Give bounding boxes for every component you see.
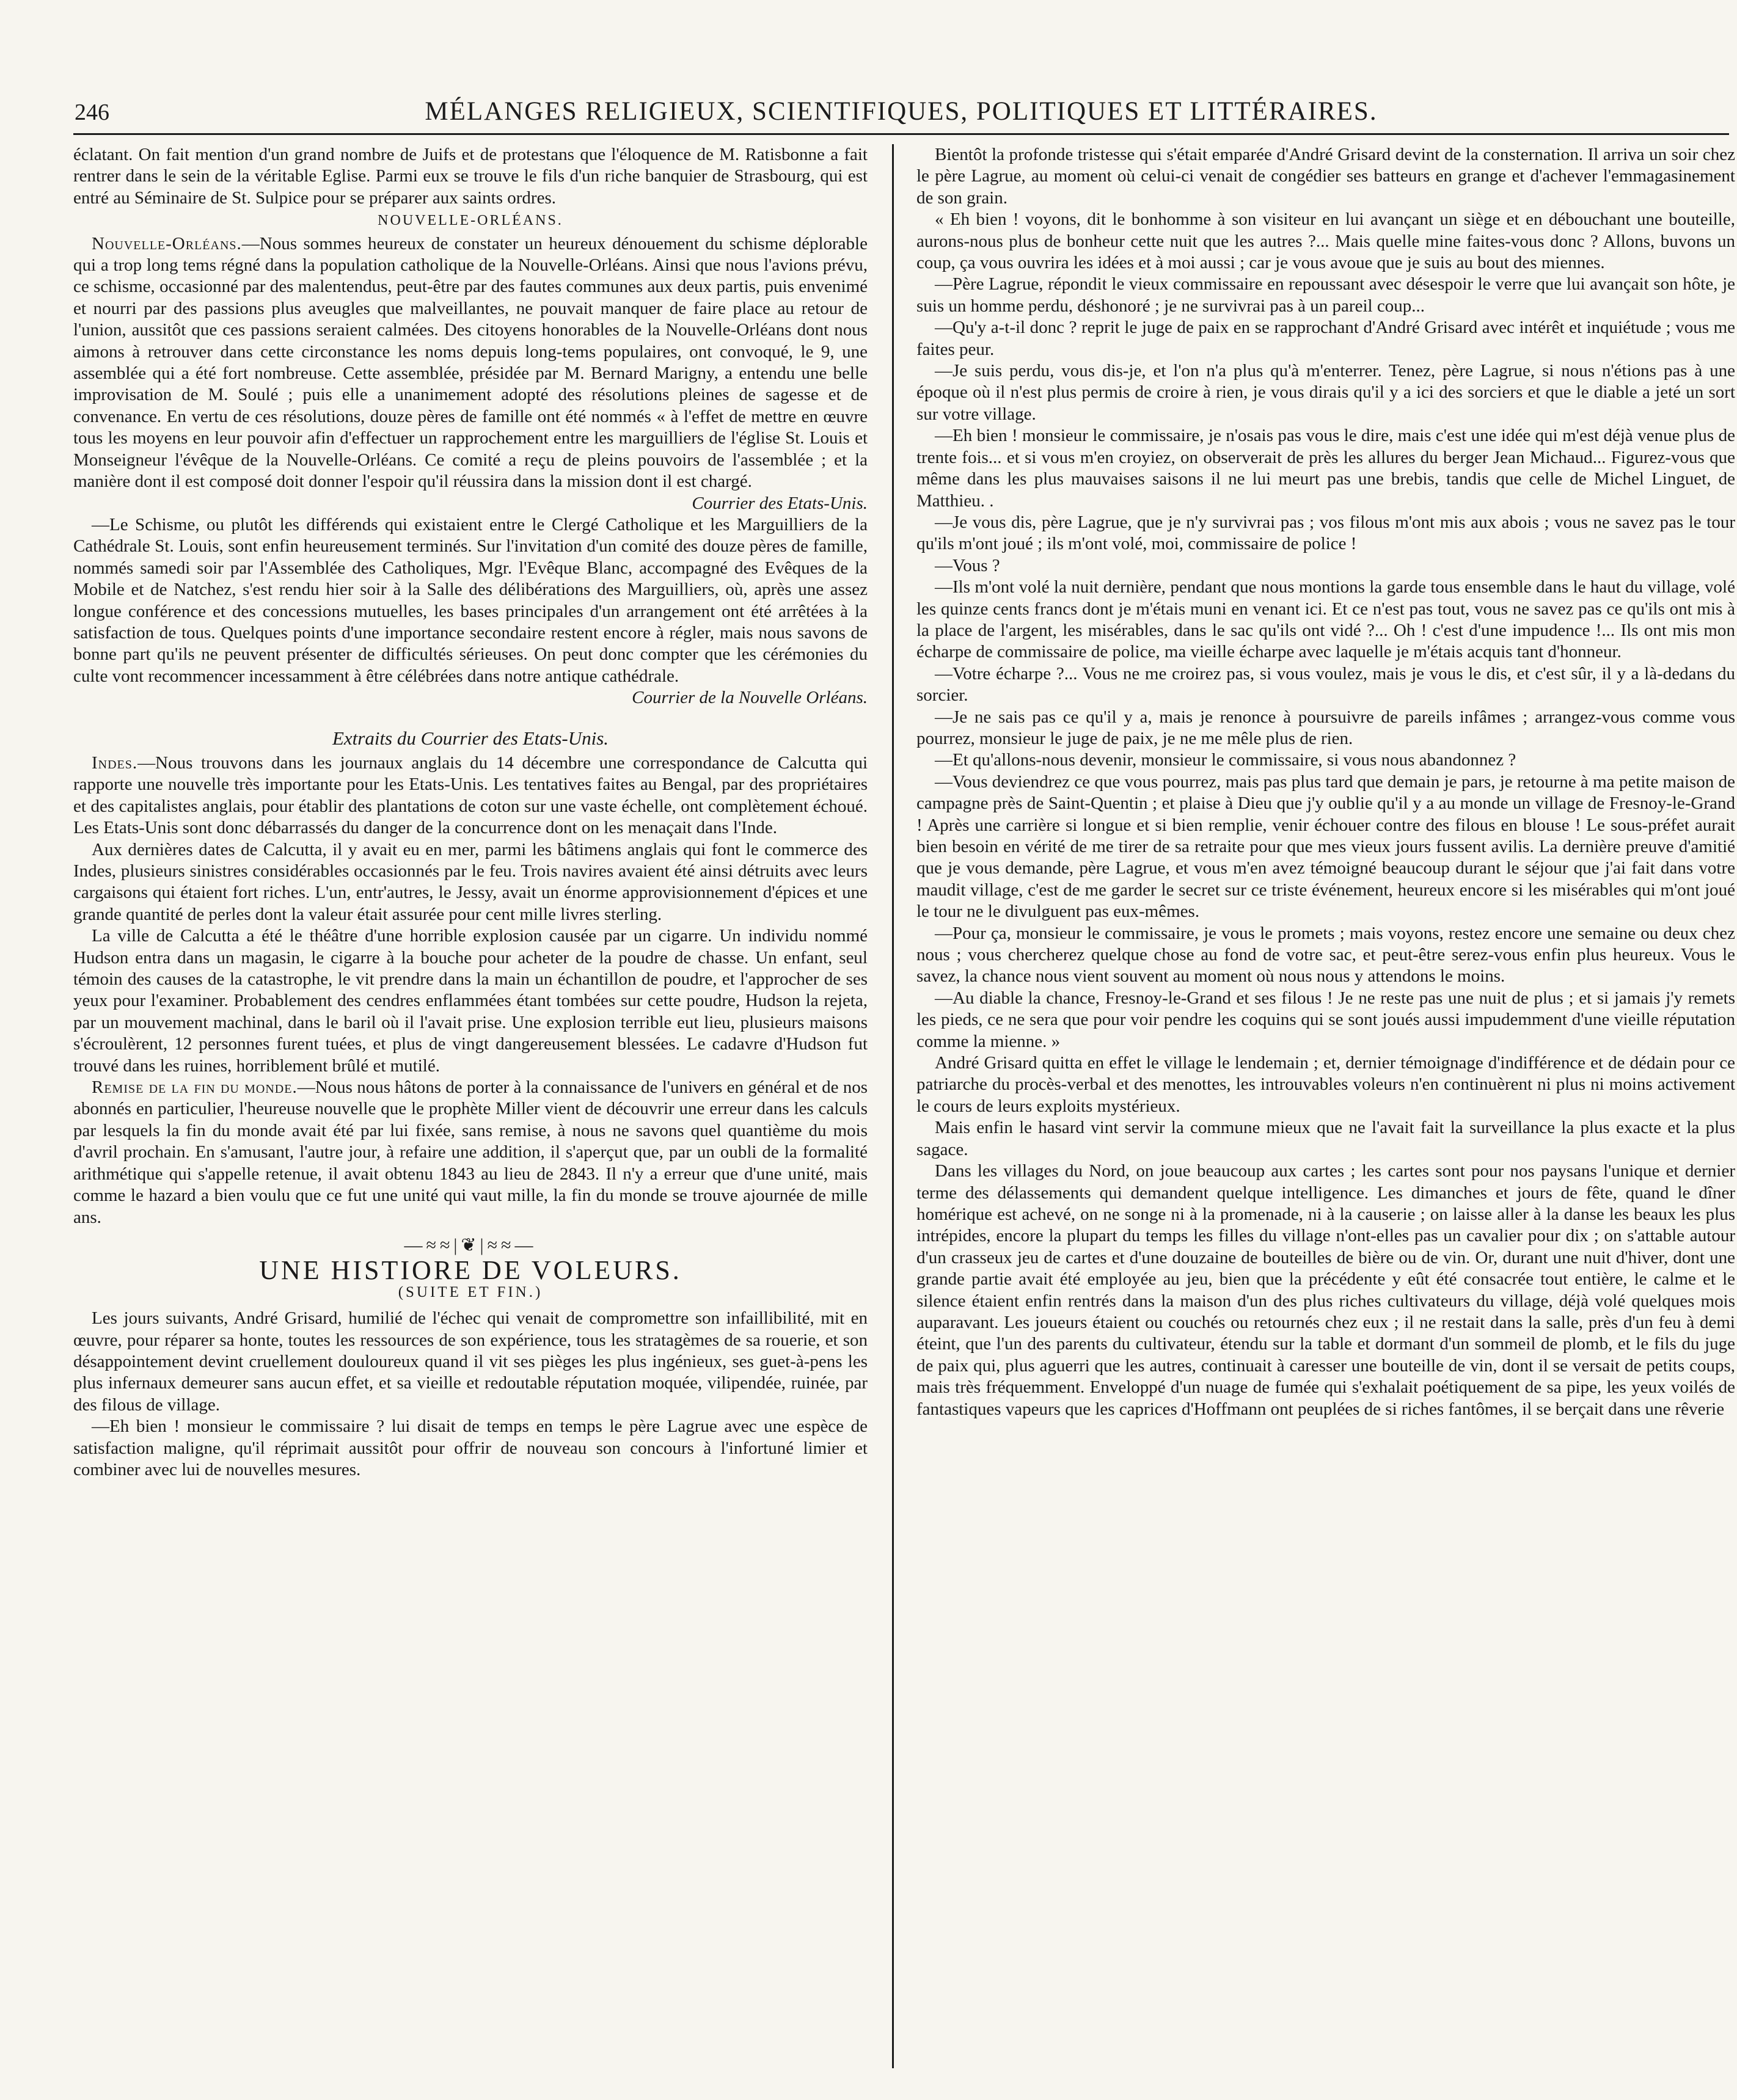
body-indes: —Nous trouvons dans les journaux anglais du 14 décembre une correspondance de Calcutta qui rapporte une nouvelle très importante pour les Etats-Unis. Les tentatives faites au Bengal, par des propriétaires et des capitalistes anglais, pour établir des plantations de coton sur une vaste échelle, ont complètement échoué. Les Etats-Unis sont donc débarrassés du danger de la concurrence dont on les menaçait dans l'Inde.: [73, 753, 868, 838]
paragraph-right-11: —Je ne sais pas ce qu'il y a, mais je renonce à poursuivre de pareils infâmes ; arrangez-vous comme vous pourrez, monsieur le juge de paix, je ne me mêle plus de rien.: [916, 707, 1735, 748]
paragraph-right-10: —Votre écharpe ?... Vous ne me croirez pas, si vous voulez, mais je vous le dis, et c'est sûr, il y a là-dedans du sorcier.: [916, 663, 1735, 705]
body-fin-du-monde: —Nous nous hâtons de porter à la connaissance de l'univers en général et de nos abonnés en particulier, l'heureuse nouvelle que le prophète Miller vient de découvrir une erreur dans les calculs par lesquels la fin du monde avait été par lui fixée, sans remise, à nous ne savons quel quantième du mois d'avril prochain. En s'amusant, l'autre jour, à refaire une addition, il s'aperçut que, par un oubli de la formalité arithmétique qui s'appelle retenue, il avait obtenu 1843 au lieu de 2843. Il n'y a erreur que d'une unité, mais comme le hazard a bien voulu que ce fut une unité qui vaut mille, la fin du monde se trouve ajournée de mille ans.: [73, 1077, 868, 1227]
page-header: [73, 92, 1729, 134]
running-title: MÉLANGES RELIGIEUX, SCIENTIFIQUES, POLITIQUES ET LITTÉRAIRES.: [425, 97, 1378, 126]
ornament-divider: —≈≈|❦|≈≈—: [404, 1234, 537, 1255]
paragraph-ratisbonne: éclatant. On fait mention d'un grand nombre de Juifs et de protestans que l'éloquence de M. Ratisbonne a fait rentrer dans le sein de la véritable Eglise. Parmi eux se trouve le fils d'un riche banquier de Strasbourg, qui est entré au Séminaire de St. Sulpice pour se préparer aux saints ordres.: [73, 145, 868, 208]
paragraph-calcutta-explosion: La ville de Calcutta a été le théâtre d'une horrible explosion causée par un cigarre. Un individu nommé Hudson entra dans un magasin, le cigarre à la bouche pour acheter de la poudre de chasse. Un enfant, seul témoin des causes de la catastrophe, le vit prendre dans la main un échantillon de poudre, et l'approcher de ses yeux pour l'examiner. Probablement des cendres enflammées étant tombées sur cette poudre, Hudson la rejeta, par un mouvement machinal, dans le baril où il l'avait prise. Une explosion terrible eut lieu, plusieurs maisons s'écroulèrent, 12 personnes furent tuées, et plus de vingt dangereusement blessées. Le cadavre d'Hudson fut trouvé dans les ruines, horriblement brûlé et mutilé.: [73, 926, 868, 1076]
paragraph-calcutta-navires: Aux dernières dates de Calcutta, il y avait eu en mer, parmi les bâtimens anglais qui font le commerce des Indes, plusieurs sinistres considérables occasionnés par le feu. Trois navires avaient été ainsi détruits avec leurs cargaisons qui étaient fort riches. L'un, entr'autres, le Jessy, avait un énorme approvisionnement d'épices et une grande quantité de perles dont la valeur était assurée pour cent mille livres sterling.: [73, 839, 868, 924]
paragraph-right-3: —Père Lagrue, répondit le vieux commissaire en repoussant avec désespoir le verre que lui avançait son hôte, je suis un homme perdu, déshonoré ; je ne survivrai pas à un pareil coup...: [916, 274, 1735, 316]
lead-indes: Indes.: [92, 753, 138, 773]
right-column: [916, 144, 1735, 1420]
source-courrier-etats-unis: Courrier des Etats-Unis.: [692, 493, 868, 513]
paragraph-right-5: —Je suis perdu, vous dis-je, et l'on n'a plus qu'à m'enterrer. Tenez, père Lagrue, si nous n'étions pas à une époque où il n'est plus permis de croire à rien, je vous dirais qu'il y a ici des sorciers et que le diable a jeté un sort sur votre village.: [916, 361, 1735, 424]
story-title: UNE HISTIORE DE VOLEURS.: [259, 1255, 682, 1286]
body-nouvelle-orleans: —Nous sommes heureux de constater un heureux dénouement du schisme déplorable qui a trop long tems régné dans la population catholique de la Nouvelle-Orléans. Ainsi que nous l'avions prévu, ce schisme, occasionné par des malentendus, peut-être par des fautes communes aux deux partis, puis envenimé et nourri par des passions plus aveugles que malveillantes, ne pouvait manquer de faire place au retour de l'union, aussitôt que ces passions seraient calmées. Des citoyens honorables de la Nouvelle-Orléans dont nous aimons à retrouver dans cette circonstance les noms depuis long-tems populaires, ont convoqué, le 9, une assemblée qui a été fort nombreuse. Cette assemblée, présidée par M. Bernard Marigny, a entendu une belle improvisation de M. Soulé ; puis elle a unanimement adopté des résolutions pleines de sagesse et de convenance. En vertu de ces résolutions, douze pères de famille ont été nommés « à l'effet de mettre en œuvre tous les moyens en leur pouvoir afin d'effectuer un rapprochement entre les marguilliers de l'église St. Louis et Monseigneur l'évêque de la Nouvelle-Orléans. Ce comité a reçu de pleins pouvoirs de l'assemblée ; et la manière dont il est composé doit donner l'espoir qu'il réussira dans la mission dont il est chargé.: [73, 233, 868, 492]
paragraph-right-16: André Grisard quitta en effet le village le lendemain ; et, dernier témoignage d'indifférence et de dédain pour ce patriarche du procès-verbal et des menottes, les introuvables voleurs n'en continuèrent ni plus ni moins activement le cours de leurs exploits mystérieux.: [916, 1053, 1735, 1116]
story-subtitle: (SUITE ET FIN.): [398, 1283, 543, 1300]
source-courrier-nouvelle-orleans: Courrier de la Nouvelle Orléans.: [632, 688, 868, 708]
paragraph-right-13: —Vous deviendrez ce que vous pourrez, mais pas plus tard que demain je pars, je retourne à ma petite maison de campagne près de Saint-Quentin ; et plaise à Dieu que j'y oublie qu'il y a au monde un village de Fresnoy-le-Grand ! Après une carrière si longue et si bien remplie, venir échouer contre des filous en blouse ! Le sous-préfet aurait bien besoin en vérité de me tirer de sa retraite pour que mes vieux jours fussent avilis. La dernière preuve d'amitié que je vous demande, père Lagrue, et vous m'en avez témoigné beaucoup durant le séjour que j'ai fait dans votre maudit village, c'est de me garder le secret sur ce triste événement, heureux encore si les misérables qui m'ont joué le tour ne le divulguent pas eux-mêmes.: [916, 771, 1735, 922]
section-heading-extraits: Extraits du Courrier des Etats-Unis.: [332, 727, 609, 749]
paragraph-schisme: —Le Schisme, ou plutôt les différends qui existaient entre le Clergé Catholique et les Marguilliers de la Cathédrale St. Louis, sont enfin heureusement terminés. Sur l'invitation d'un comité des douze pères de famille, nommés samedi soir par l'Assemblée des Catholiques, Mgr. l'Evêque Blanc, accompagné des Evêques de la Mobile et de Natchez, s'est rendu hier soir à la Salle des délibérations des Marguilliers, où, après une assez longue conférence et des concessions mutuelles, les bases principales d'un arrangement ont été arrêtées à la satisfaction de tous. Quelques points d'une importance secondaire restent encore à régler, mais nous savons de bonne part qu'ils ne peuvent présenter de difficultés sérieuses. On peut donc compter que les cérémonies du culte vont recommencer incessamment à être célébrées dans notre antique cathédrale.: [73, 514, 868, 686]
page-number: 246: [75, 100, 109, 125]
paragraph-nouvelle-orleans: [73, 233, 868, 493]
left-column: [73, 144, 868, 1481]
paragraph-right-2: « Eh bien ! voyons, dit le bonhomme à son visiteur en lui avançant un siège et en débouchant une bouteille, aurons-nous plus de bonheur cette nuit que les autres ?... Mais quelle mine faites-vous donc ? Allons, buvons un coup, ça vous ouvrira les idées et à moi aussi ; car je vous avoue que je suis au bout des miennes.: [916, 210, 1735, 273]
paragraph-right-6: —Eh bien ! monsieur le commissaire, je n'osais pas vous le dire, mais c'est une idée qui m'est déjà venue plus de trente fois... et si vous m'en croyiez, on observerait de près les allures du berger Jean Michaud... Figurez-vous que même dans les plus mauvaises saisons il ne lui meurt pas une brebis, tandis que celle de Michel Linguet, de Matthieu. .: [916, 426, 1735, 511]
newspaper-page: [73, 92, 1737, 2077]
paragraph-right-18: Dans les villages du Nord, on joue beaucoup aux cartes ; les cartes sont pour nos paysans l'unique et dernier terme des délassements qui demandent quelque intelligence. Les dimanches et jours de fête, quand le dîner homérique est achevé, on ne songe ni à la promenade, ni à la causerie ; on laisse aller à la danse les beaux les plus intrépides, encore la plupart du temps les filles du village n'ont-elles pas un cavalier pour dix ; on s'attable autour d'un crasseux jeu de cartes et d'une douzaine de bouteilles de bière ou de vin. Or, durant une nuit d'hiver, dont une grande partie avait été employée au jeu, bien que la précédente y eût été consacrée tout entière, le calme et le silence étaient enfin rentrés dans la maison d'un des plus riches cultivateurs du village, déjà volé quelques mois auparavant. Les joueurs étaient ou couchés ou retournés chez eux ; il ne restait dans la salle, près d'un feu à demi éteint, que l'un des parents du cultivateur, étendu sur la table et dormant d'un sommeil de plomb, et le fils du juge de paix qui, plus aguerri que les autres, continuait à caresser une bouteille de vin, dont il se versait de petits coups, mais très fréquemment. Enveloppé d'un nuage de fumée qui s'exhalait poétiquement de sa pipe, les yeux voilés de fantastiques vapeurs que les caprices d'Hoffmann ont peuplées de si riches fantômes, il se berçait dans une rêverie: [916, 1161, 1735, 1419]
paragraph-indes: [73, 753, 868, 839]
paragraph-right-7: —Je vous dis, père Lagrue, que je n'y survivrai pas ; vos filous m'ont mis aux abois ; vous ne savez pas le tour qu'ils m'ont joué ; ils m'ont volé, moi, commissaire de police !: [916, 512, 1735, 554]
paragraph-right-14: —Pour ça, monsieur le commissaire, je vous le promets ; mais voyons, restez encore une semaine ou deux chez nous ; vous chercherez quelque chose au fond de votre sac, et peut-être serez-vous enfin plus heureux. Vous le savez, la chance nous vient souvent au moment où nous nous y attendons le moins.: [916, 923, 1735, 986]
paragraph-right-17: Mais enfin le hasard vint servir la commune mieux que ne l'avait fait la surveillance la plus exacte et la plus sagace.: [916, 1118, 1735, 1159]
paragraph-right-8: —Vous ?: [935, 555, 1000, 575]
paragraph-story-2: —Eh bien ! monsieur le commissaire ? lui disait de temps en temps le père Lagrue avec une espèce de satisfaction maligne, qu'il réprimait aussitôt pour offrir de nouveau son concours à l'infortuné limier et combiner avec lui de nouvelles mesures.: [73, 1416, 868, 1479]
paragraph-right-15: —Au diable la chance, Fresnoy-le-Grand et ses filous ! Je ne reste pas une nuit de plus ; et si jamais j'y remets les pieds, ce ne sera que pour voir pendre les coquins qui se sont joués aussi impudemment d'une vieille réputation comme la mienne. »: [916, 988, 1735, 1051]
paragraph-right-4: —Qu'y a-t-il donc ? reprit le juge de paix en se rapprochant d'André Grisard avec intérêt et inquiétude ; vous me faites peur.: [916, 318, 1735, 359]
lead-nouvelle-orleans: Nouvelle-Orléans.: [92, 233, 242, 253]
paragraph-fin-du-monde: [73, 1077, 868, 1228]
header-rule: [73, 133, 1729, 135]
paragraph-right-12: —Et qu'allons-nous devenir, monsieur le commissaire, si vous nous abandonnez ?: [935, 750, 1516, 770]
column-divider: [892, 144, 894, 2068]
paragraph-right-9: —Ils m'ont volé la nuit dernière, pendant que nous montions la garde tous ensemble dans le haut du village, volé les quinze cents francs dont je m'étais muni en venant ici. Et ce n'est pas tout, vous ne savez pas ce qu'ils ont mis à la place de l'argent, les misérables, dans le sac qu'ils ont vidé ?... Oh ! c'est d'une impudence !... Ils ont mis mon écharpe de commissaire de police, ma vieille écharpe avec laquelle je m'étais acquis tant d'honneur.: [916, 577, 1735, 662]
section-heading-nouvelle-orleans: NOUVELLE-ORLÉANS.: [378, 213, 563, 229]
lead-fin-du-monde: Remise de la fin du monde.: [92, 1077, 298, 1098]
paragraph-story-1: Les jours suivants, André Grisard, humilié de l'échec qui venait de compromettre son infaillibilité, mit en œuvre, pour réparer sa honte, toutes les ressources de son expérience, tous les stratagèmes de sa rouerie, et son désappointement devint cruellement douloureux quand il vit ses pièges les plus ingénieux, ses guet-à-pens les plus infernaux demeurer sans aucun effet, et sa vieille et redoutable réputation moquée, vilipendée, ruinée, par des filous de village.: [73, 1308, 868, 1415]
paragraph-right-1: Bientôt la profonde tristesse qui s'était emparée d'André Grisard devint de la consternation. Il arriva un soir chez le père Lagrue, au moment où celui-ci venait de congédier ses batteurs en grange et d'achever l'emmagasinement de son grain.: [916, 145, 1735, 208]
